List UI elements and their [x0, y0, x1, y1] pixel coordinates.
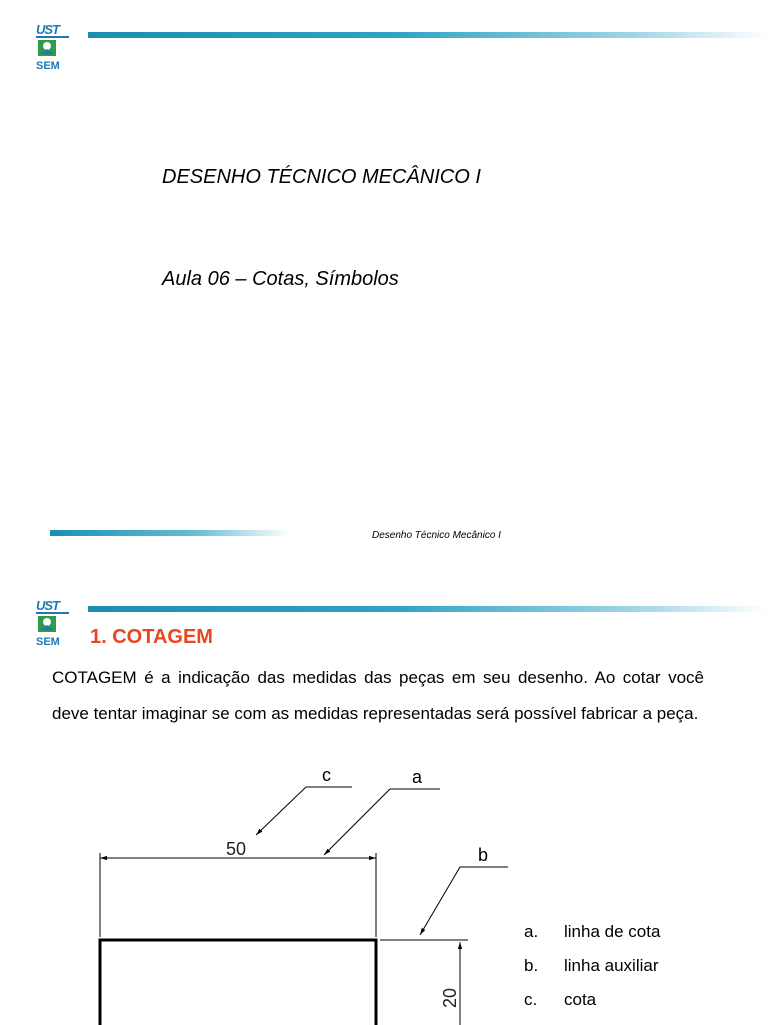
dimension-value-50: 50: [226, 839, 247, 859]
label-c: c: [322, 765, 331, 785]
content-slide: [0, 590, 768, 1024]
legend-list: [524, 922, 660, 1024]
logo-emblem-icon: [38, 40, 56, 56]
body-paragraph: COTAGEM é a indicação das medidas das peças em seu desenho. Ao cotar você deve tentar imaginar se com as medidas representadas será possível fabricar a peça.: [52, 668, 704, 723]
slide-subtitle: Aula 06 – Cotas, Símbolos: [162, 268, 399, 290]
ust-sem-logo: [36, 600, 72, 648]
logo-emblem-icon: [38, 616, 56, 632]
logo-sem-text: SEM: [36, 636, 60, 648]
dimensioning-diagram: [90, 765, 510, 1025]
list-item-letter: b.: [524, 956, 539, 975]
header-rule: [88, 32, 768, 38]
dimension-value-20: 20: [440, 987, 460, 1008]
leader-b: [420, 867, 508, 935]
list-item: [524, 990, 660, 1024]
label-a: a: [412, 767, 423, 787]
list-item: [524, 922, 660, 956]
section-heading: 1. COTAGEM: [90, 626, 213, 648]
footer-rule: [50, 530, 290, 536]
logo-ust-text: UST: [36, 600, 69, 614]
slide-footer: Desenho Técnico Mecânico I: [372, 530, 501, 541]
list-item-letter: c.: [524, 990, 538, 1009]
label-b: b: [478, 845, 489, 865]
slide-title: DESENHO TÉCNICO MECÂNICO I: [162, 166, 481, 188]
list-item-text: cota: [564, 990, 597, 1009]
list-item: [524, 956, 660, 990]
part-outline: [100, 940, 376, 1025]
list-item-letter: a.: [524, 922, 539, 941]
header-rule: [88, 606, 768, 612]
leader-a: [324, 789, 440, 855]
ust-sem-logo: [36, 24, 72, 72]
logo-sem-text: SEM: [36, 60, 60, 72]
logo-ust-text: UST: [36, 24, 69, 38]
leader-c: [256, 787, 352, 835]
list-item-text: linha auxiliar: [564, 956, 659, 975]
list-item-text: linha de cota: [564, 922, 661, 941]
